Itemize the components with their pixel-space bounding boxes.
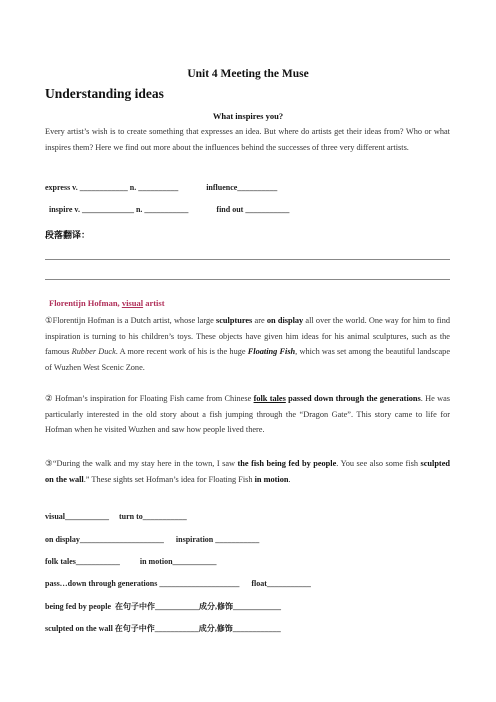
vocab-line-1: express v. ____________ n. __________ influence__________: [45, 183, 278, 192]
artist-name: Florentijn Hofman,: [49, 298, 122, 308]
unit-title: Unit 4 Meeting the Muse: [187, 68, 309, 80]
paragraph-1: ①Florentijn Hofman is a Dutch artist, whose large sculptures are on display all over the world. One way for him to find inspiration is turning to his children’s toys. These objects have given him ideas for his animal sculptures, such as the famous Rubber Duck. A more recent work of his is the huge Floating Fish, which was set among the beautiful landscape of Wuzhen West Scenic Zone.: [45, 316, 451, 372]
artist-role: visual: [121, 298, 144, 308]
translation-label: 段落翻译：: [45, 230, 91, 240]
vocab-line-5: folk tales___________ in motion___________: [45, 557, 217, 566]
artist-suffix: artist: [143, 298, 165, 308]
intro-paragraph: Every artist’s wish is to create something that expresses an idea. But where do artists get their ideas from? Who or what inspires them? Here we find out more about the influences behind the successes of three very different artists.: [45, 127, 450, 152]
answer-line-1: [45, 259, 450, 260]
subheading: What inspires you?: [212, 111, 284, 121]
vocab-line-3: visual___________ turn to___________: [45, 512, 187, 521]
vocab-line-4: on display_____________________ inspiration ___________: [45, 535, 260, 544]
vocab-line-6: pass…down through generations ____________________ float___________: [45, 579, 311, 588]
vocab-line-8: sculpted on the wall 在句子中作___________成分,修饰____________: [45, 624, 281, 633]
answer-line-2: [45, 279, 450, 280]
paragraph-2: ② Hofman’s inspiration for Floating Fish came from Chinese folk tales passed down through the generations. He was particularly interested in the old story about a fish jumping through the “Dragon Gate”. This story came to life for Hofman when he visited Wuzhen and saw how people lived there.: [45, 394, 450, 434]
artist-heading: [49, 298, 165, 308]
vocab-line-2: inspire v. _____________ n. ___________ find out ___________: [49, 205, 290, 214]
paragraph-3: ③“During the walk and my stay here in the town, I saw the fish being fed by people. You see also some fish sculpted on the wall.” These sights set Hofman’s idea for Floating Fish in motion.: [45, 459, 450, 484]
section-heading: Understanding ideas: [45, 86, 164, 101]
vocab-line-7: being fed by people 在句子中作___________成分,修饰____________: [45, 602, 282, 611]
